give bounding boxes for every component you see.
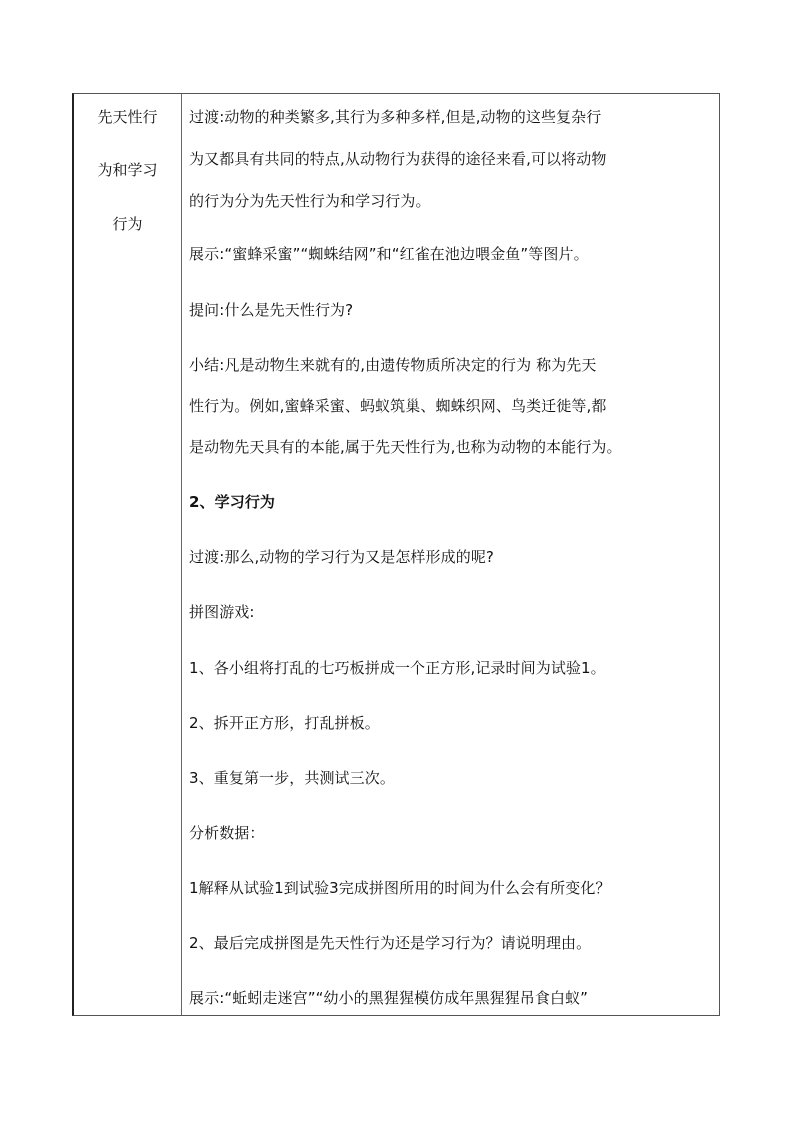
- section-label-line: 为和学习: [97, 161, 158, 179]
- text-line: 为又都具有共同的特点,从动物行为获得的途径来看,可以将动物: [189, 150, 607, 168]
- column-divider: [181, 94, 182, 1015]
- text-line: 过渡:动物的种类繁多,其行为多种多样,但是,动物的这些复杂行: [189, 108, 602, 126]
- text-line: 1解释从试验1到试验3完成拼图所用的时间为什么会有所变化？: [189, 879, 611, 897]
- text-line: 是动物先天具有的本能,属于先天性行为,也称为动物的本能行为。: [189, 438, 622, 456]
- text-line: 提问:什么是先天性行为?: [189, 301, 354, 319]
- section-label-line: 先天性行: [97, 108, 158, 126]
- text-line: 展示:“蚯蚓走迷宫”“幼小的黑猩猩模仿成年黑猩猩吊食白蚁”: [189, 989, 589, 1007]
- content-table: [72, 93, 720, 1016]
- text-line: 分析数据：: [189, 824, 265, 842]
- text-line: 展示:“蜜蜂采蜜”“蜘蛛结网”和“红雀在池边喂金鱼”等图片。: [189, 245, 589, 263]
- section-label-line: 行为: [112, 215, 143, 233]
- text-line: 小结:凡是动物生来就有的,由遗传物质所决定的行为 称为先天: [189, 356, 597, 374]
- text-line: 3、重复第一步，共测试三次。: [189, 769, 395, 787]
- text-line: 1、各小组将打乱的七巧板拼成一个正方形,记录时间为试验1。: [189, 659, 606, 677]
- section-heading: 2、学习行为: [189, 493, 276, 511]
- text-line: 性行为。例如,蜜蜂采蜜、蚂蚁筑巢、蜘蛛织网、鸟类迁徙等,都: [189, 397, 607, 415]
- text-line: 的行为分为先天性行为和学习行为。: [189, 192, 431, 210]
- text-line: 拼图游戏:: [189, 603, 255, 621]
- text-line: 2、拆开正方形，打乱拼板。: [189, 714, 380, 732]
- text-line: 过渡:那么,动物的学习行为又是怎样形成的呢?: [189, 548, 494, 566]
- text-line: 2、最后完成拼图是先天性行为还是学习行为？请说明理由。: [189, 934, 592, 952]
